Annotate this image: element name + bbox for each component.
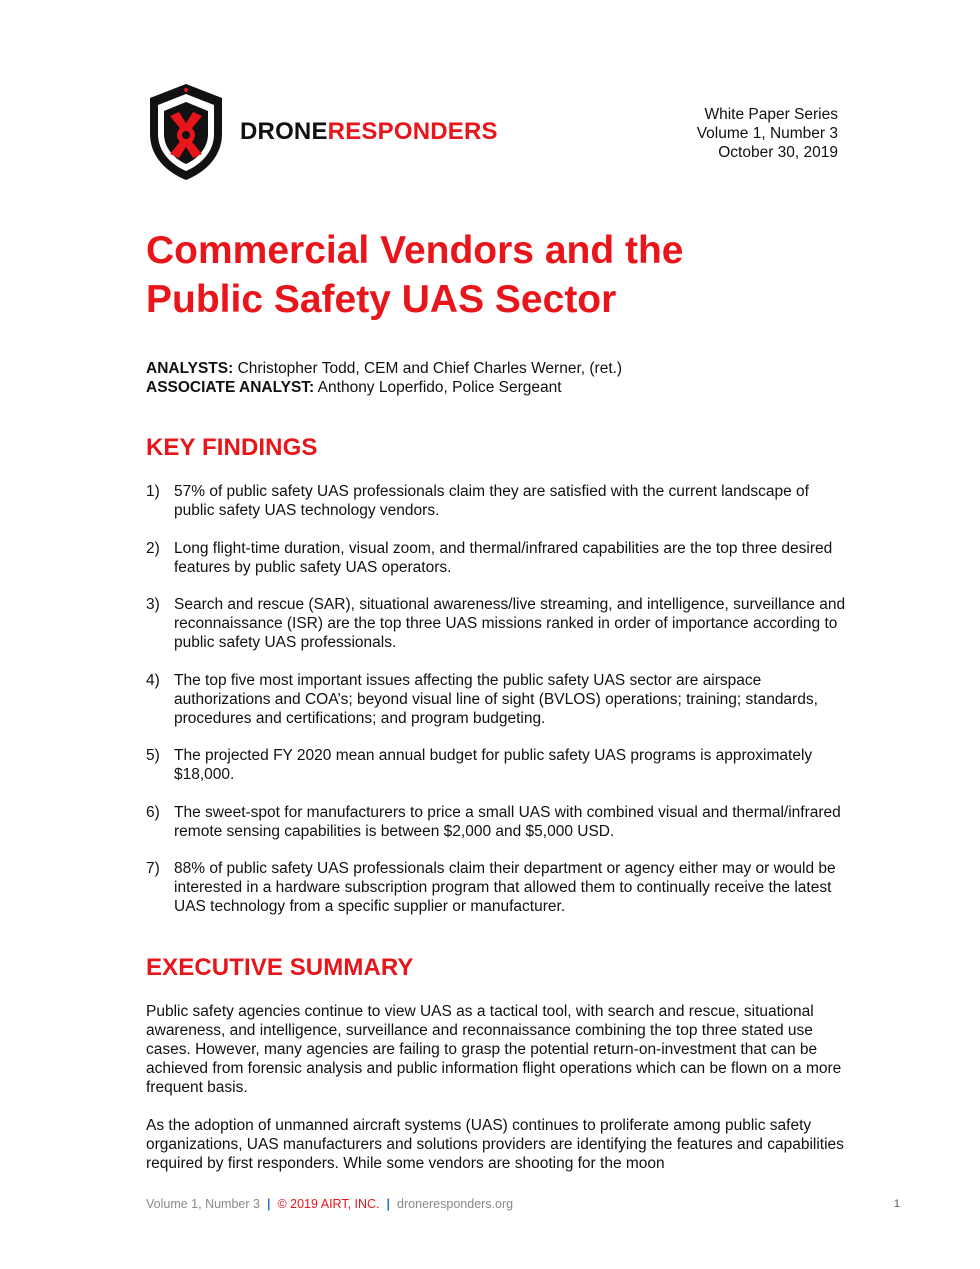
footer-separator: |: [266, 1197, 271, 1211]
finding-item: [146, 595, 846, 652]
finding-number: 3): [146, 596, 160, 613]
brand-part-responders: RESPONDERS: [327, 118, 498, 145]
summary-paragraph-1: Public safety agencies continue to view UAS as a tactical tool, with search and rescue, situational awareness, and intelligence, surveillance and reconnaissance combining the top three stated use cases. However, many agencies are failing to grasp the potential return-on-investment that can be achieved from forensic analysis and public information flight operations which can be flown on a more frequent basis.: [146, 1003, 842, 1096]
footer-volume: Volume 1, Number 3: [146, 1197, 260, 1211]
finding-text: 57% of public safety UAS professionals claim they are satisfied with the current landscape of public safety UAS technology vendors.: [174, 483, 809, 519]
finding-number: 4): [146, 671, 160, 689]
finding-number: 1): [146, 483, 160, 500]
page-number: 1: [893, 1198, 900, 1210]
finding-number: 6): [146, 803, 160, 821]
finding-text: The projected FY 2020 mean annual budget for public safety UAS programs is approximately $18,000.: [174, 747, 813, 783]
droneresponders-shield-logo-icon: [146, 82, 226, 182]
analysts-label: ANALYSTS:: [146, 360, 234, 377]
series-volume: Volume 1, Number 3: [696, 125, 838, 142]
summary-paragraph-2: As the adoption of unmanned aircraft systems (UAS) continues to proliferate among public safety organizations, UAS manufacturers and solutions providers are identifying the features and capabilities required by first responders. While some vendors are shooting for the moon: [146, 1116, 844, 1172]
finding-item: [146, 671, 846, 728]
brand-part-drone: DRONE: [240, 118, 328, 145]
series-info: [697, 105, 838, 162]
finding-text: The sweet-spot for manufacturers to price a small UAS with combined visual and thermal/infrared remote sensing capabilities is between $2,000 and $5,000 USD.: [174, 803, 841, 840]
brand-wordmark: [240, 118, 498, 146]
page-footer: [146, 1197, 513, 1211]
analysts-row: [146, 359, 622, 378]
finding-number: 7): [146, 860, 160, 877]
finding-item: [146, 539, 846, 577]
finding-number: 5): [146, 747, 160, 764]
title-line-1: Commercial Vendors and the: [146, 229, 684, 272]
title-line-2: Public Safety UAS Sector: [146, 278, 617, 321]
analysts-value: Christopher Todd, CEM and Chief Charles Werner, (ret.): [233, 360, 623, 377]
footer-copyright: © 2019 AIRT, INC.: [277, 1197, 380, 1211]
footer-website-link[interactable]: droneresponders.org: [397, 1197, 514, 1211]
executive-summary-heading: EXECUTIVE SUMMARY: [146, 954, 414, 981]
executive-summary-body: [146, 1002, 846, 1191]
analysts-block: [146, 359, 622, 397]
finding-text: 88% of public safety UAS professionals claim their department or agency either may or would be interested in a hardware subscription program that allowed them to continually receive the latest UAS technology from a specific supplier or manufacturer.: [174, 860, 836, 915]
finding-item: [146, 803, 846, 841]
finding-text: Long flight-time duration, visual zoom, and thermal/infrared capabilities are the top three desired features by public safety UAS operators.: [174, 539, 833, 576]
page-title: [146, 226, 846, 324]
key-findings-list: [146, 482, 846, 935]
finding-number: 2): [146, 539, 160, 557]
associate-analyst-value: Anthony Loperfido, Police Sergeant: [314, 379, 562, 396]
series-name: White Paper Series: [704, 106, 838, 123]
finding-text: Search and rescue (SAR), situational awareness/live streaming, and intelligence, surveillance and reconnaissance (ISR) are the top three UAS missions ranked in order of importance according to public safety UAS professionals.: [174, 596, 846, 651]
associate-analyst-row: [146, 378, 622, 397]
finding-item: [146, 482, 846, 520]
series-date: October 30, 2019: [718, 144, 838, 161]
finding-item: [146, 746, 846, 784]
associate-analyst-label: ASSOCIATE ANALYST:: [146, 379, 315, 396]
finding-text: The top five most important issues affecting the public safety UAS sector are airspace authorizations and COA’s; beyond visual line of sight (BVLOS) operations; training; standards, procedures and certifications; and program budgeting.: [174, 671, 818, 727]
footer-separator: |: [386, 1197, 391, 1211]
finding-item: [146, 859, 846, 916]
key-findings-heading: KEY FINDINGS: [146, 434, 318, 461]
